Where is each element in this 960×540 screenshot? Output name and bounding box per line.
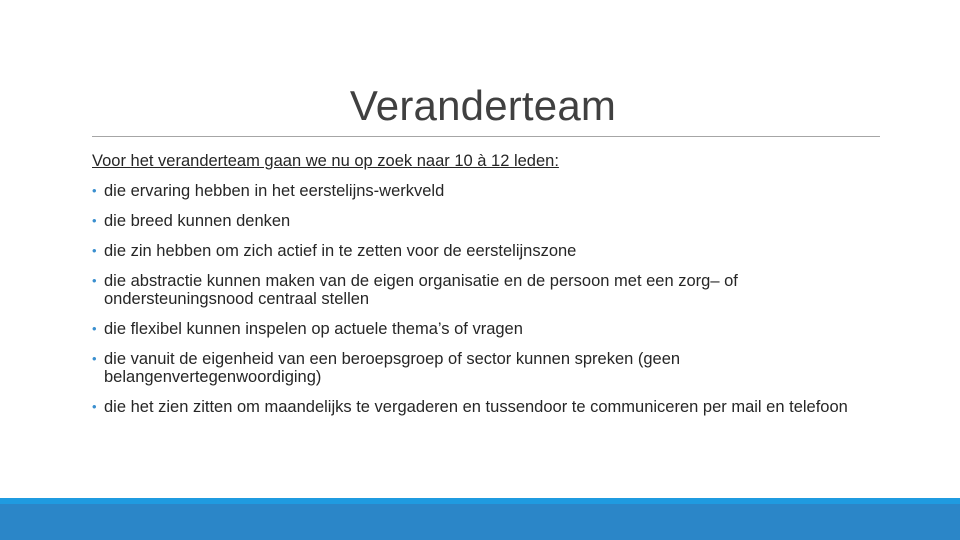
bullet-item xyxy=(92,398,882,416)
bullet-item xyxy=(92,212,882,230)
bullet-text: die vanuit de eigenheid van een beroepsgroep of sector kunnen spreken (geen belangenvertegenwoordiging) xyxy=(104,350,681,386)
bullet-text: die het zien zitten om maandelijks te vergaderen en tussendoor te communiceren per mail en telefoon xyxy=(104,398,848,416)
footer-accent-strip xyxy=(0,498,960,504)
bullet-text: die flexibel kunnen inspelen op actuele thema’s of vragen xyxy=(104,320,523,338)
bullet-text: die zin hebben om zich actief in te zetten voor de eerstelijnszone xyxy=(104,242,577,260)
slide-title: Veranderteam xyxy=(349,82,617,129)
bullet-list xyxy=(92,182,882,416)
slide-content xyxy=(92,152,882,428)
bullet-icon: • xyxy=(92,243,97,258)
bullet-text: die breed kunnen denken xyxy=(104,212,291,230)
bullet-text: die abstractie kunnen maken van de eigen organisatie en de persoon met een zorg– of ondersteuningsnood centraal stellen xyxy=(104,272,738,308)
bullet-item xyxy=(92,320,882,338)
footer-accent-bar xyxy=(0,498,960,540)
bullet-icon: • xyxy=(92,213,97,228)
bullet-item xyxy=(92,350,882,386)
bullet-text: die ervaring hebben in het eerstelijns-werkveld xyxy=(104,182,445,200)
bullet-icon: • xyxy=(92,399,97,414)
bullet-item xyxy=(92,272,882,308)
bullet-icon: • xyxy=(92,351,97,366)
bullet-item xyxy=(92,242,882,260)
bullet-item xyxy=(92,182,882,200)
bullet-icon: • xyxy=(92,321,97,336)
bullet-icon: • xyxy=(92,273,97,288)
bullet-icon: • xyxy=(92,183,97,198)
intro-text: Voor het veranderteam gaan we nu op zoek naar 10 à 12 leden: xyxy=(92,152,559,170)
title-divider xyxy=(92,136,880,137)
